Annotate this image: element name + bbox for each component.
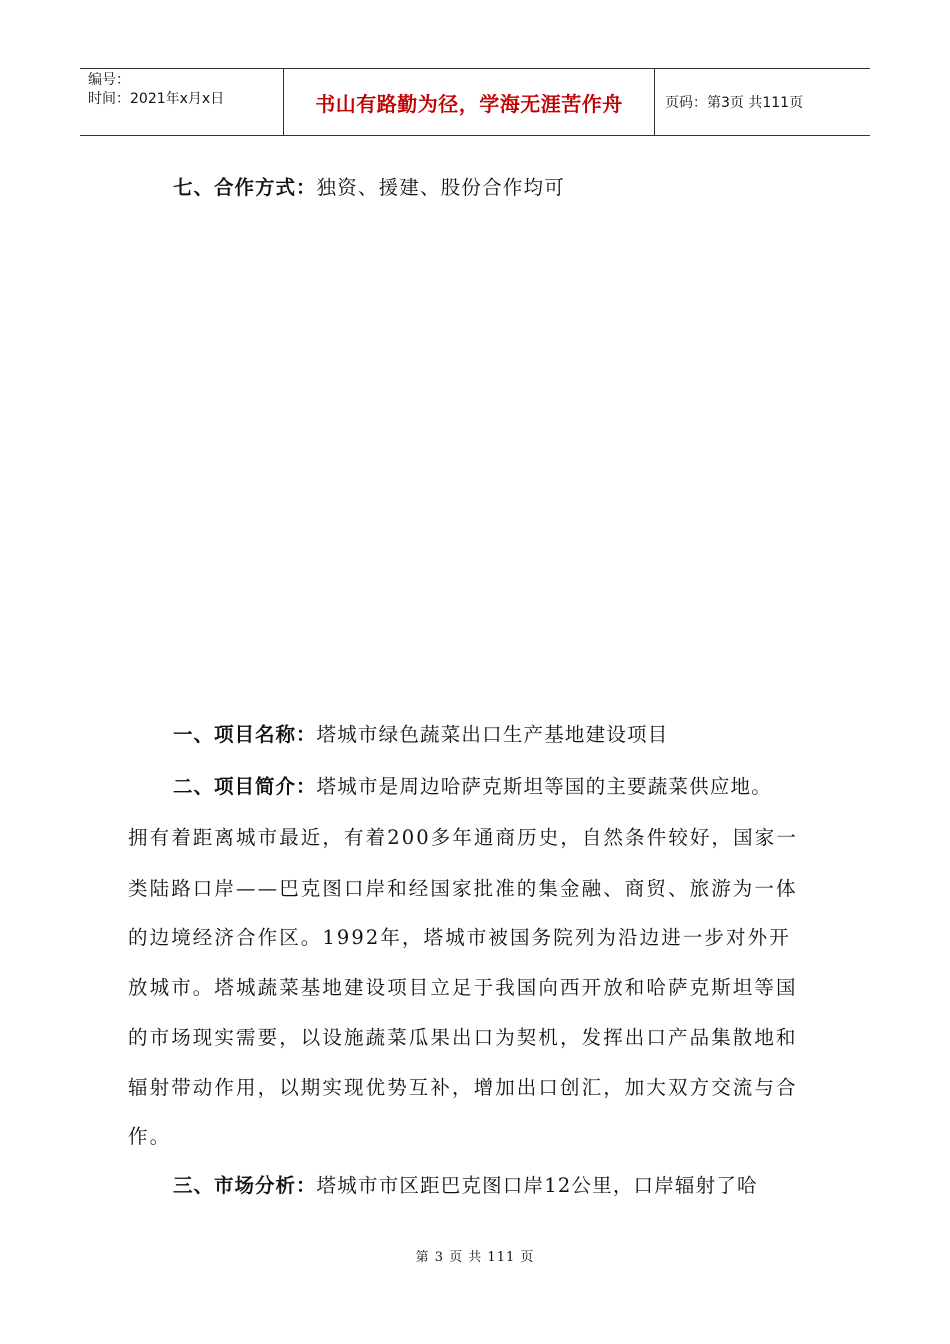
header-motto: 书山有路勤为径，学海无涯苦作舟 bbox=[283, 69, 655, 135]
document-time-label: 时间：2021年x月x日 bbox=[88, 91, 225, 107]
section-project-intro bbox=[173, 771, 833, 799]
section-cooperation-label: 七、合作方式： bbox=[173, 176, 317, 199]
intro-line: 的边境经济合作区。1992年，塔城市被国务院列为沿边进一步对外开 bbox=[128, 926, 791, 949]
page-header-table bbox=[80, 68, 870, 136]
section-cooperation bbox=[173, 172, 833, 200]
section-market-analysis-label: 三、市场分析： bbox=[173, 1174, 317, 1197]
intro-line: 作。 bbox=[128, 1125, 172, 1148]
section-market-analysis bbox=[173, 1170, 833, 1198]
section-project-name bbox=[173, 719, 833, 747]
intro-line: 放城市。塔城蔬菜基地建设项目立足于我国向西开放和哈萨克斯坦等国 bbox=[128, 976, 798, 999]
section-project-name-text: 塔城市绿色蔬菜出口生产基地建设项目 bbox=[316, 723, 669, 746]
page-footer: 第 3 页 共 111 页 bbox=[415, 1250, 535, 1265]
section-project-intro-label: 二、项目简介： bbox=[173, 775, 317, 798]
intro-line: 的市场现实需要，以设施蔬菜瓜果出口为契机，发挥出口产品集散地和 bbox=[128, 1026, 798, 1049]
intro-line: 辐射带动作用，以期实现优势互补，增加出口创汇，加大双方交流与合 bbox=[128, 1076, 798, 1099]
intro-line: 拥有着距离城市最近，有着200多年通商历史，自然条件较好，国家一 bbox=[128, 826, 798, 849]
header-meta-cell bbox=[80, 69, 283, 135]
section-market-analysis-text: 塔城市市区距巴克图口岸12公里，口岸辐射了哈 bbox=[316, 1174, 758, 1197]
section-cooperation-text: 独资、援建、股份合作均可 bbox=[316, 176, 565, 199]
intro-line: 类陆路口岸——巴克图口岸和经国家批准的集金融、商贸、旅游为一体 bbox=[128, 877, 798, 900]
document-number-label: 编号： bbox=[88, 72, 130, 88]
section-project-name-label: 一、项目名称： bbox=[173, 723, 317, 746]
header-page-info: 页码：第3页 共111页 bbox=[665, 95, 804, 111]
section-project-intro-first-line: 塔城市是周边哈萨克斯坦等国的主要蔬菜供应地。 bbox=[316, 775, 772, 798]
